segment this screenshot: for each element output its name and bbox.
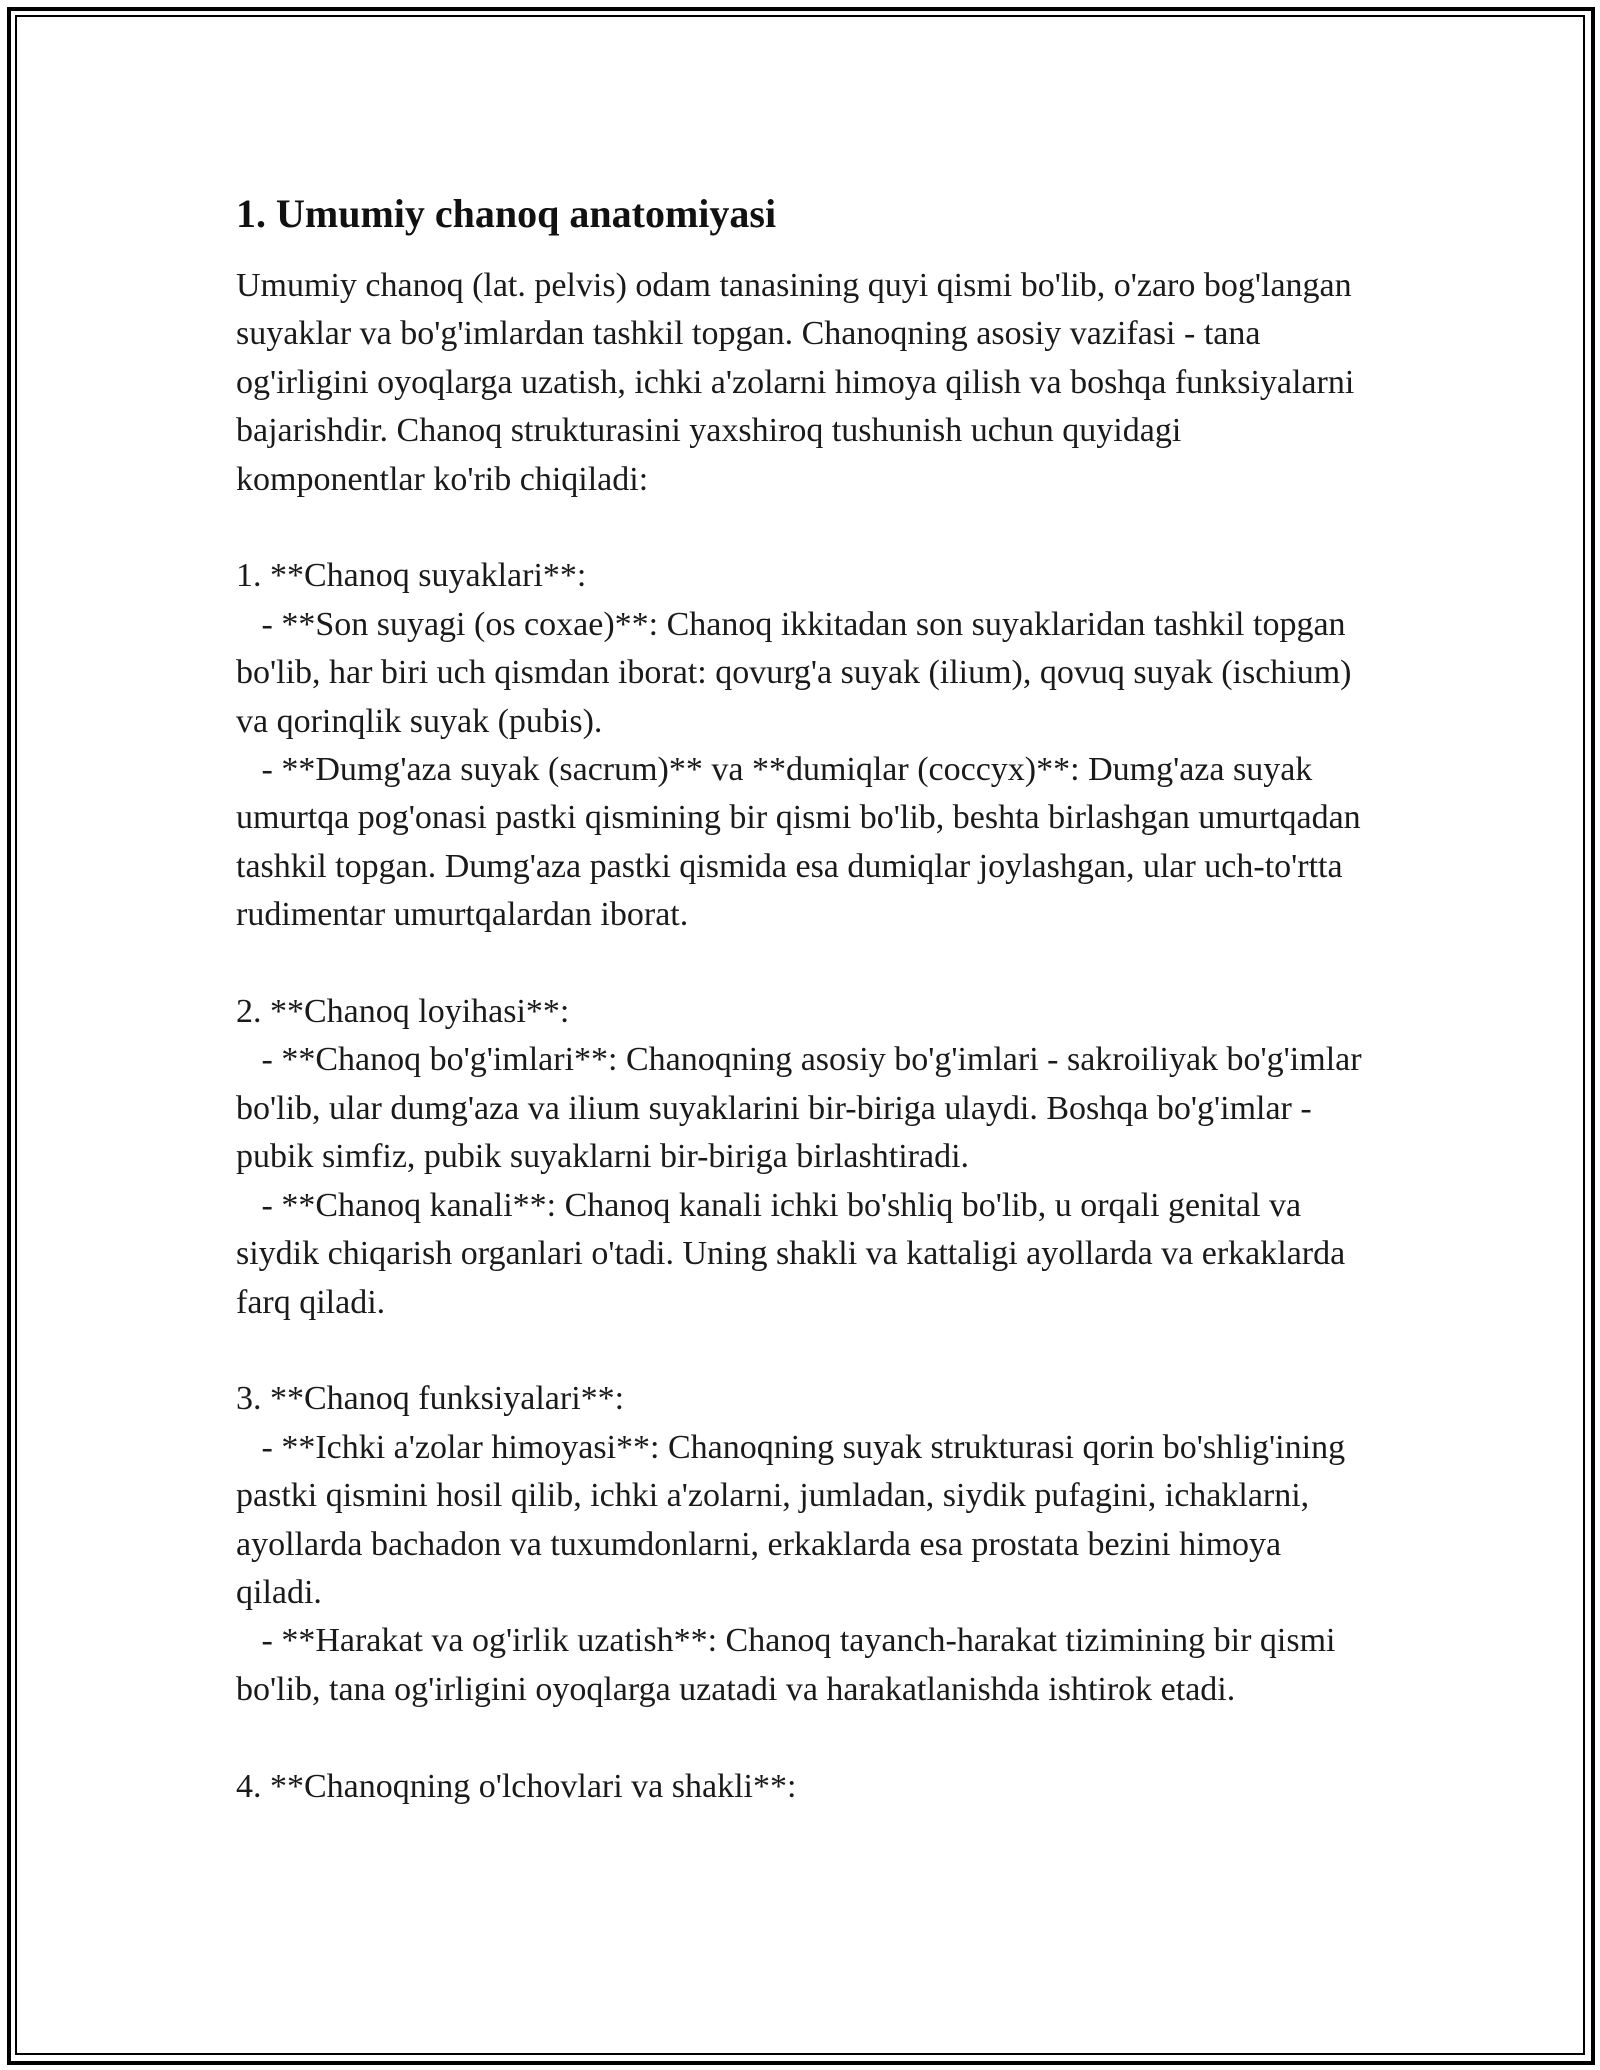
list-item-hip-bone: - **Son suyagi (os coxae)**: Chanoq ikkitadan son suyaklaridan tashkil topgan bo'lib, har biri uch qismdan iborat: qovurg'a suyak (ilium), qovuq suyak (ischium) va qorinqlik suyak (pubis). [236,605,1361,740]
list-item-joints: - **Chanoq bo'g'imlari**: Chanoqning asosiy bo'g'imlari - sakroiliyak bo'g'imlar bo'lib, ular dumg'aza va ilium suyaklarini bir-biriga ulaydi. Boshqa bo'g'imlar - pubik simfiz, pubik suyaklarni bir-biriga birlashtiradi. [236,1041,1371,1176]
list-item-canal: - **Chanoq kanali**: Chanoq kanali ichki bo'shliq bo'lib, u orqali genital va siydik chiqarish organlari o'tadi. Uning shakli va kattaligi ayollarda va erkaklarda farq qiladi. [236,1186,1354,1321]
spacer [236,504,1366,552]
list-heading-dimensions: 4. **Chanoqning o'lchovlari va shakli**: [236,1767,797,1805]
list-heading-structure: 2. **Chanoq loyihasi**: [236,993,570,1031]
list-item-protection: - **Ichki a'zolar himoyasi**: Chanoqning suyak strukturasi qorin bo'shlig'ining pastki qismini hosil qilib, ichki a'zolarni, jumladan, siydik pufagini, ichaklarni, ayollarda bachadon va tuxumdonlarni, erkaklarda esa prostata bezini himoya qiladi. [236,1428,1354,1611]
list-heading-functions: 3. **Chanoq funksiyalari**: [236,1380,625,1418]
document-body [236,186,1371,1811]
list-heading-bones: 1. **Chanoq suyaklari**: [236,557,587,595]
intro-paragraph: Umumiy chanoq (lat. pelvis) odam tanasining quyi qismi bo'lib, o'zaro bog'langan suyaklar va bo'g'imlardan tashkil topgan. Chanoqning asosiy vazifasi - tana og'irligini oyoqlarga uzatish, ichki a'zolarni himoya qilish va boshqa funksiyalarni bajarishdir. Chanoq strukturasini yaxshiroq tushunish uchun quyidagi komponentlar ko'rib chiqiladi: [236,267,1363,498]
spacer [236,940,1366,988]
section-title: 1. Umumiy chanoq anatomiyasi [236,191,777,236]
list-item-sacrum: - **Dumg'aza suyak (sacrum)** va **dumiqlar (coccyx)**: Dumg'aza suyak umurtqa pog'onasi pastki qismining bir qismi bo'lib, beshta birlashgan umurtqadan tashkil topgan. Dumg'aza pastki qismida esa dumiqlar joylashgan, ular uch-to'rtta rudimentar umurtqalardan iborat. [236,751,1370,934]
spacer [236,1714,1366,1762]
list-item-weight-transfer: - **Harakat va og'irlik uzatish**: Chanoq tayanch-harakat tizimining bir qismi bo'lib, tana og'irligini oyoqlarga uzatadi va harakatlanishda ishtirok etadi. [236,1622,1345,1708]
spacer [236,1327,1366,1375]
